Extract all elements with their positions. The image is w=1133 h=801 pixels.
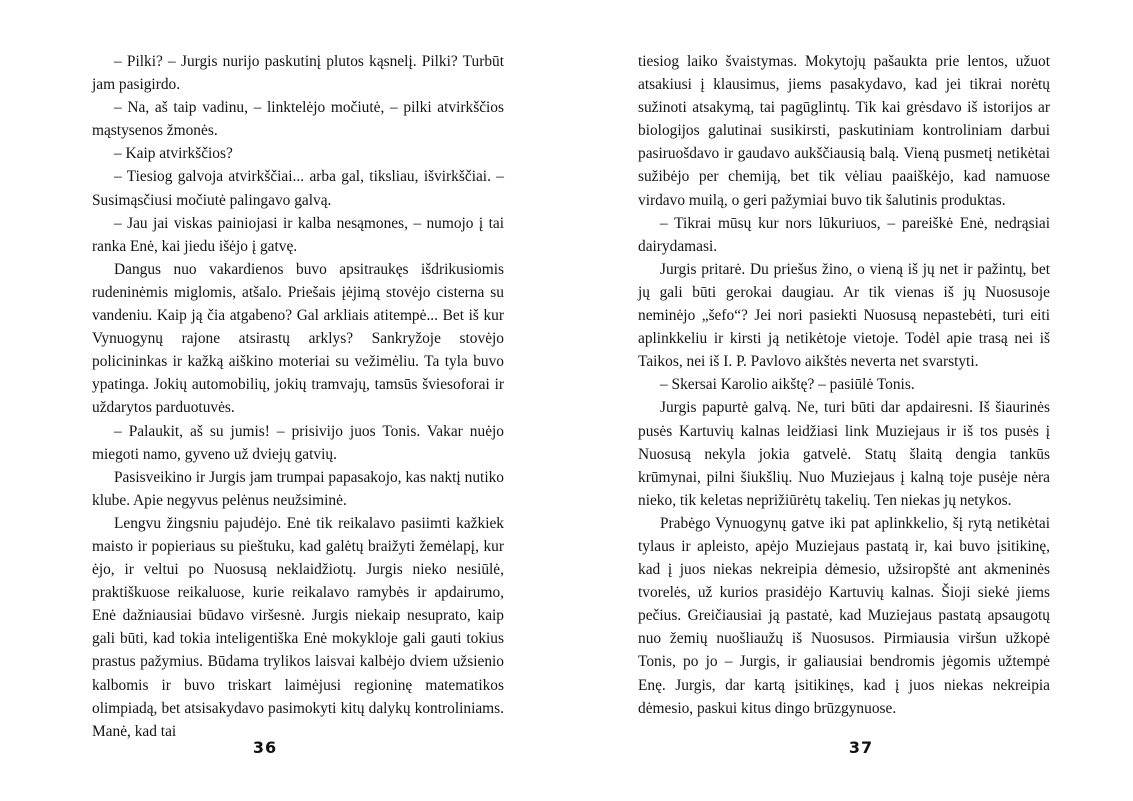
paragraph: tiesiog laiko švaistymas. Mokytojų pašaukta prie lentos, užuot atsakiusi į klausimus, jiems pasakydavo, kad jei tikrai norėtų sužinoti atsakymą, tai pagūglintų. Tik kai grėsdavo iš istorijos ar biologijos galutinai susikirsti, paskutiniam kontroliniam darbui pasiruošdavo ir gaudavo aukščiausią balą. Vieną pusmetį netikėtai sužibėjo per chemiją, bet tik vėliau paaiškėjo, kad namuose virdavo muilą, o geri pažymiai buvo tik šalutinis produktas.	[638, 53, 1050, 209]
page-number-left: 36	[252, 738, 278, 757]
paragraph: Prabėgo Vynuogynų gatve iki pat aplinkkelio, šį rytą netikėtai tylaus ir apleisto, apėjo Muziejaus pastatą ir, kai buvo įsitikinę, kad į juos niekas nekreipia dėmesio, užsiropštė ant akmeninės tvorelės, už kurios prasidėjo Kartuvių kalnas. Šioji siekė jiems pečius. Greičiausiai ją pastatė, kad Muziejaus pastatą apsaugotų nuo žemių nuošliaužų iš Nuosusos. Pirmiausia viršun užkopė Tonis, po jo – Jurgis, ir galiausiai bendromis jėgomis užtempė Enę. Jurgis, dar kartą įsitikinęs, kad į juos niekas nekreipia dėmesio, paskui kitus dingo brūzgynuose.	[638, 514, 1050, 717]
paragraph: – Tiesiog galvoja atvirkščiai... arba gal, tiksliau, išvirkščiai. – Susimąsčiusi močiutė palingavo galvą.	[92, 168, 504, 209]
page-number-right: 37	[848, 738, 874, 757]
paragraph: – Palaukit, aš su jumis! – prisivijo juos Tonis. Vakar nuėjo miegoti namo, gyveno už dviejų gatvių.	[92, 422, 504, 463]
paragraph: Dangus nuo vakardienos buvo apsitraukęs išdrikusiomis rudeninėmis miglomis, atšalo. Priešais įėjimą stovėjo cisterna su vandeniu. Kaip ją čia atgabeno? Gal arkliais atitempė... Bet iš kur Vynuogynų rajone atsirastų arklys? Sankryžoje stovėjo policininkas ir kažką aiškino moteriai su vežimėliu. Ta tyla buvo ypatinga. Jokių automobilių, jokių tramvajų, tamsūs šviesoforai ir uždarytos parduotuvės.	[92, 260, 504, 417]
paragraph: – Kaip atvirkščios?	[114, 145, 233, 163]
right-page-text	[638, 50, 1050, 720]
paragraph: – Na, aš taip vadinu, – linktelėjo močiutė, – pilki atvirkščios mąstysenos žmonės.	[92, 99, 504, 140]
paragraph: Jurgis papurtė galvą. Ne, turi būti dar apdairesni. Iš šiaurinės pusės Kartuvių kalnas leidžiasi link Muziejaus ir iš tos pusės į Nuosusą nekyla jokia gatvelė. Statų šlaitą dengia tankūs krūmynai, pilni šiukšlių. Nuo Muziejaus į kalną toje pusėje nėra nieko, tik keletas neprižiūrėtų takelių. Ten niekas jų netykos.	[638, 399, 1050, 509]
paragraph: Jurgis pritarė. Du priešus žino, o vieną iš jų net ir pažintų, bet jų gali būti gerokai daugiau. Ar tik vienas iš jų Nuosusoje neminėjo „šefo“? Jei nori pasiekti Nuosusą nepastebėti, turi eiti aplinkkeliu ir kirsti ją netikėtoje vietoje. Todėl apie trasą nei iš Taikos, nei iš I. P. Pavlovo aikštės neverta net svarstyti.	[638, 260, 1050, 371]
paragraph: – Skersai Karolio aikštę? – pasiūlė Tonis.	[660, 376, 915, 394]
left-page-text	[92, 50, 504, 743]
paragraph: – Pilki? – Jurgis nurijo paskutinį plutos kąsnelį. Pilki? Turbūt jam pasigirdo.	[92, 53, 504, 94]
paragraph: Lengvu žingsniu pajudėjo. Enė tik reikalavo pasiimti kažkiek maisto ir popieriaus su pieštuku, kad galėtų braižyti žemėlapį, kur ėjo, ir veltui po Nuosusą neklaidžiotų. Jurgis nieko nesiūlė, praktiškuose reikaluose, kurie reikalavo ramybės ir apdairumo, Enė dažniausiai būdavo viršesnė. Jurgis niekaip nesuprato, kaip gali būti, kad tokia inteligentiška Enė mokykloje gali gauti tokius prastus pažymius. Būdama trylikos laisvai kalbėjo dviem užsienio kalbomis ir buvo triskart laimėjusi regioninę matematikos olimpiadą, bet atsisakydavo pasimokyti kitų dalykų kontroliniams. Manė, kad tai	[92, 514, 504, 740]
paragraph: Pasisveikino ir Jurgis jam trumpai papasakojo, kas naktį nutiko klube. Apie negyvus pelėnus neužsiminė.	[92, 468, 504, 509]
paragraph: – Jau jai viskas painiojasi ir kalba nesąmones, – numojo į tai ranka Enė, kai jiedu išėjo į gatvę.	[92, 214, 504, 255]
paragraph: – Tikrai mūsų kur nors lūkuriuos, – pareiškė Enė, nedrąsiai dairydamasi.	[638, 214, 1050, 255]
